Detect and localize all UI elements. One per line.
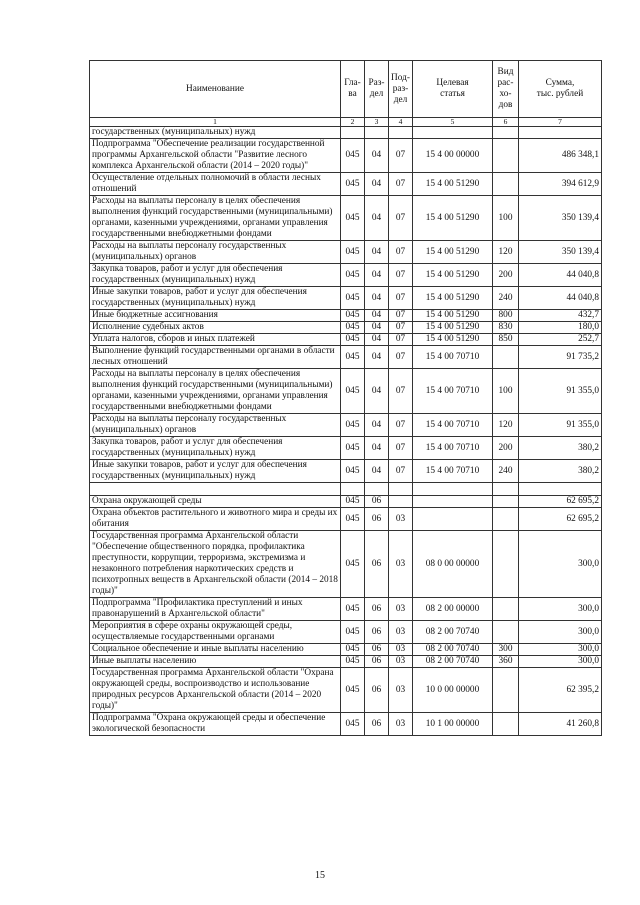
row-name: Расходы на выплаты персоналу в целях обеспечения выполнения функций государственными (муниципальными) органами, казенными учреждениями, органами управления государственными внебюджетными фондами <box>90 196 341 241</box>
row-statya <box>413 483 493 496</box>
table-row <box>90 496 602 508</box>
row-podrazdel: 07 <box>389 346 413 369</box>
row-name: Социальное обеспечение и иные выплаты населению <box>90 644 341 656</box>
row-glava: 045 <box>341 656 365 668</box>
row-glava: 045 <box>341 414 365 437</box>
table-row <box>90 668 602 713</box>
row-podrazdel: 03 <box>389 598 413 621</box>
column-number: 2 <box>341 118 365 127</box>
row-vid: 300 <box>493 644 519 656</box>
row-statya: 15 4 00 51290 <box>413 264 493 287</box>
row-summa: 62 695,2 <box>519 508 602 531</box>
row-glava: 045 <box>341 598 365 621</box>
row-summa: 350 139,4 <box>519 196 602 241</box>
row-razdel <box>365 127 389 139</box>
row-razdel: 06 <box>365 508 389 531</box>
row-name: Подпрограмма "Охрана окружающей среды и обеспечение экологической безопасности <box>90 713 341 736</box>
row-vid: 100 <box>493 196 519 241</box>
row-glava: 045 <box>341 460 365 483</box>
row-razdel: 04 <box>365 437 389 460</box>
row-glava <box>341 483 365 496</box>
row-name: Иные бюджетные ассигнования <box>90 310 341 322</box>
table-row <box>90 713 602 736</box>
row-summa: 486 348,1 <box>519 139 602 173</box>
row-summa: 300,0 <box>519 644 602 656</box>
row-razdel: 04 <box>365 241 389 264</box>
table-row <box>90 241 602 264</box>
row-summa <box>519 483 602 496</box>
row-vid: 360 <box>493 656 519 668</box>
column-number: 1 <box>90 118 341 127</box>
row-name: Охрана объектов растительного и животного мира и среды их обитания <box>90 508 341 531</box>
row-statya: 15 4 00 70710 <box>413 460 493 483</box>
row-vid <box>493 139 519 173</box>
row-glava: 045 <box>341 264 365 287</box>
row-name: Выполнение функций государственными органами в области лесных отношений <box>90 346 341 369</box>
row-name: Расходы на выплаты персоналу государственных (муниципальных) органов <box>90 414 341 437</box>
row-vid: 830 <box>493 322 519 334</box>
column-number-row <box>90 118 602 127</box>
row-podrazdel: 07 <box>389 322 413 334</box>
table-row <box>90 621 602 644</box>
row-podrazdel: 07 <box>389 287 413 310</box>
row-razdel: 04 <box>365 322 389 334</box>
row-glava: 045 <box>341 310 365 322</box>
row-vid <box>493 346 519 369</box>
row-podrazdel: 03 <box>389 508 413 531</box>
row-summa: 44 040,8 <box>519 264 602 287</box>
table-row <box>90 287 602 310</box>
row-vid <box>493 483 519 496</box>
row-summa: 394 612,9 <box>519 173 602 196</box>
table-row <box>90 322 602 334</box>
row-podrazdel: 03 <box>389 621 413 644</box>
header-name: Наименование <box>90 61 341 118</box>
table-row <box>90 437 602 460</box>
table-row <box>90 483 602 496</box>
row-vid <box>493 531 519 598</box>
row-razdel: 06 <box>365 531 389 598</box>
table-row <box>90 531 602 598</box>
header-podrazdel: Под- раз- дел <box>389 61 413 118</box>
row-summa: 44 040,8 <box>519 287 602 310</box>
row-summa: 380,2 <box>519 460 602 483</box>
row-statya: 15 4 00 51290 <box>413 322 493 334</box>
row-glava <box>341 127 365 139</box>
row-summa: 300,0 <box>519 598 602 621</box>
row-podrazdel: 03 <box>389 713 413 736</box>
table-row <box>90 460 602 483</box>
row-statya: 15 4 00 51290 <box>413 287 493 310</box>
row-podrazdel: 07 <box>389 369 413 414</box>
row-razdel: 04 <box>365 173 389 196</box>
row-name: Уплата налогов, сборов и иных платежей <box>90 334 341 346</box>
row-name: Расходы на выплаты персоналу в целях обеспечения выполнения функций государственными (муниципальными) органами, казенными учреждениями, органами управления государственными внебюджетными фондами <box>90 369 341 414</box>
row-podrazdel: 03 <box>389 668 413 713</box>
table-row <box>90 414 602 437</box>
row-podrazdel: 07 <box>389 334 413 346</box>
row-podrazdel: 07 <box>389 241 413 264</box>
row-podrazdel: 07 <box>389 139 413 173</box>
row-statya <box>413 496 493 508</box>
row-name: Мероприятия в сфере охраны окружающей среды, осуществляемые государственными органами <box>90 621 341 644</box>
row-name: Охрана окружающей среды <box>90 496 341 508</box>
table-row <box>90 334 602 346</box>
table-row <box>90 369 602 414</box>
row-glava: 045 <box>341 196 365 241</box>
row-razdel: 04 <box>365 334 389 346</box>
row-glava: 045 <box>341 334 365 346</box>
row-summa: 300,0 <box>519 531 602 598</box>
row-statya <box>413 127 493 139</box>
table-row <box>90 139 602 173</box>
row-name: Иные закупки товаров, работ и услуг для обеспечения государственных (муниципальных) нужд <box>90 460 341 483</box>
row-razdel: 04 <box>365 264 389 287</box>
row-podrazdel <box>389 483 413 496</box>
table-body <box>90 127 602 736</box>
row-podrazdel: 03 <box>389 644 413 656</box>
row-glava: 045 <box>341 621 365 644</box>
row-statya: 08 2 00 70740 <box>413 644 493 656</box>
row-name: государственных (муниципальных) нужд <box>90 127 341 139</box>
row-summa: 62 695,2 <box>519 496 602 508</box>
row-statya: 15 4 00 51290 <box>413 334 493 346</box>
row-podrazdel: 07 <box>389 437 413 460</box>
row-glava: 045 <box>341 287 365 310</box>
table-row <box>90 598 602 621</box>
row-glava: 045 <box>341 713 365 736</box>
row-name: Подпрограмма "Обеспечение реализации государственной программы Архангельской области "Развитие лесного комплекса Архангельской области (2014 – 2020 годы)" <box>90 139 341 173</box>
table-row <box>90 127 602 139</box>
row-vid: 200 <box>493 264 519 287</box>
row-name: Осуществление отдельных полномочий в области лесных отношений <box>90 173 341 196</box>
row-glava: 045 <box>341 508 365 531</box>
row-vid <box>493 127 519 139</box>
row-statya: 15 4 00 51290 <box>413 241 493 264</box>
row-statya: 08 0 00 00000 <box>413 531 493 598</box>
row-statya: 08 2 00 00000 <box>413 598 493 621</box>
row-razdel: 04 <box>365 346 389 369</box>
row-vid <box>493 508 519 531</box>
row-statya: 08 2 00 70740 <box>413 656 493 668</box>
row-glava: 045 <box>341 496 365 508</box>
row-vid: 800 <box>493 310 519 322</box>
column-number: 4 <box>389 118 413 127</box>
column-number: 6 <box>493 118 519 127</box>
row-razdel: 06 <box>365 621 389 644</box>
row-vid: 200 <box>493 437 519 460</box>
row-statya: 15 4 00 70710 <box>413 369 493 414</box>
row-razdel: 06 <box>365 644 389 656</box>
row-name: Закупка товаров, работ и услуг для обеспечения государственных (муниципальных) нужд <box>90 437 341 460</box>
row-razdel: 04 <box>365 369 389 414</box>
row-glava: 045 <box>341 531 365 598</box>
row-razdel: 06 <box>365 668 389 713</box>
row-podrazdel: 03 <box>389 531 413 598</box>
row-summa: 91 355,0 <box>519 414 602 437</box>
row-name: Государственная программа Архангельской области "Обеспечение общественного порядка, профилактика преступности, коррупции, терроризма, экстремизма и незаконного потребления наркотических средств и психотропных веществ в Архангельской области (2014 – 2018 годы)" <box>90 531 341 598</box>
row-glava: 045 <box>341 668 365 713</box>
row-summa <box>519 127 602 139</box>
budget-table <box>89 60 602 736</box>
row-statya: 08 2 00 70740 <box>413 621 493 644</box>
row-name <box>90 483 341 496</box>
row-summa: 300,0 <box>519 656 602 668</box>
row-razdel <box>365 483 389 496</box>
row-summa: 432,7 <box>519 310 602 322</box>
row-statya: 10 1 00 00000 <box>413 713 493 736</box>
row-podrazdel: 07 <box>389 264 413 287</box>
row-summa: 300,0 <box>519 621 602 644</box>
row-vid <box>493 713 519 736</box>
row-summa: 252,7 <box>519 334 602 346</box>
header-row <box>90 61 602 118</box>
row-podrazdel: 07 <box>389 460 413 483</box>
table-row <box>90 644 602 656</box>
row-vid: 850 <box>493 334 519 346</box>
row-statya: 15 4 00 70710 <box>413 437 493 460</box>
row-razdel: 04 <box>365 139 389 173</box>
row-summa: 62 395,2 <box>519 668 602 713</box>
table-row <box>90 656 602 668</box>
header-vid: Вид рас- хо- дов <box>493 61 519 118</box>
row-vid <box>493 668 519 713</box>
row-glava: 045 <box>341 346 365 369</box>
row-statya: 15 4 00 51290 <box>413 196 493 241</box>
row-glava: 045 <box>341 173 365 196</box>
header-statya: Целевая статья <box>413 61 493 118</box>
row-statya: 10 0 00 00000 <box>413 668 493 713</box>
header-razdel: Раз- дел <box>365 61 389 118</box>
row-name: Государственная программа Архангельской области "Охрана окружающей среды, воспроизводство и использование природных ресурсов Архангельской области (2014 – 2020 годы)" <box>90 668 341 713</box>
row-podrazdel: 03 <box>389 656 413 668</box>
row-name: Закупка товаров, работ и услуг для обеспечения государственных (муниципальных) нужд <box>90 264 341 287</box>
row-podrazdel: 07 <box>389 173 413 196</box>
row-glava: 045 <box>341 369 365 414</box>
row-name: Подпрограмма "Профилактика преступлений и иных правонарушений в Архангельской области" <box>90 598 341 621</box>
table-row <box>90 310 602 322</box>
row-summa: 91 735,2 <box>519 346 602 369</box>
row-glava: 045 <box>341 139 365 173</box>
table-row <box>90 264 602 287</box>
row-razdel: 04 <box>365 287 389 310</box>
row-glava: 045 <box>341 241 365 264</box>
row-vid: 240 <box>493 460 519 483</box>
row-statya: 15 4 00 00000 <box>413 139 493 173</box>
row-summa: 180,0 <box>519 322 602 334</box>
column-number: 3 <box>365 118 389 127</box>
row-statya: 15 4 00 51290 <box>413 310 493 322</box>
table-row <box>90 508 602 531</box>
header-glava: Гла- ва <box>341 61 365 118</box>
row-vid <box>493 173 519 196</box>
table-row <box>90 346 602 369</box>
row-razdel: 06 <box>365 656 389 668</box>
row-summa: 350 139,4 <box>519 241 602 264</box>
row-statya: 15 4 00 51290 <box>413 173 493 196</box>
row-summa: 41 260,8 <box>519 713 602 736</box>
row-podrazdel: 07 <box>389 414 413 437</box>
row-vid: 240 <box>493 287 519 310</box>
row-name: Иные выплаты населению <box>90 656 341 668</box>
row-razdel: 06 <box>365 496 389 508</box>
row-vid <box>493 598 519 621</box>
table-row <box>90 196 602 241</box>
row-statya: 15 4 00 70710 <box>413 346 493 369</box>
row-razdel: 04 <box>365 310 389 322</box>
row-vid: 100 <box>493 369 519 414</box>
header-summa: Сумма, тыс. рублей <box>519 61 602 118</box>
row-razdel: 06 <box>365 598 389 621</box>
row-podrazdel <box>389 127 413 139</box>
row-podrazdel: 07 <box>389 310 413 322</box>
row-statya <box>413 508 493 531</box>
row-glava: 045 <box>341 644 365 656</box>
row-podrazdel: 07 <box>389 196 413 241</box>
column-number: 7 <box>519 118 602 127</box>
row-vid: 120 <box>493 414 519 437</box>
row-glava: 045 <box>341 437 365 460</box>
row-vid <box>493 621 519 644</box>
page-number: 15 <box>315 870 325 881</box>
table-row <box>90 173 602 196</box>
row-razdel: 04 <box>365 414 389 437</box>
row-razdel: 06 <box>365 713 389 736</box>
row-name: Расходы на выплаты персоналу государственных (муниципальных) органов <box>90 241 341 264</box>
row-vid <box>493 496 519 508</box>
row-summa: 91 355,0 <box>519 369 602 414</box>
row-name: Исполнение судебных актов <box>90 322 341 334</box>
column-number: 5 <box>413 118 493 127</box>
row-razdel: 04 <box>365 196 389 241</box>
row-summa: 380,2 <box>519 437 602 460</box>
row-glava: 045 <box>341 322 365 334</box>
row-statya: 15 4 00 70710 <box>413 414 493 437</box>
row-name: Иные закупки товаров, работ и услуг для обеспечения государственных (муниципальных) нужд <box>90 287 341 310</box>
row-razdel: 04 <box>365 460 389 483</box>
row-podrazdel <box>389 496 413 508</box>
row-vid: 120 <box>493 241 519 264</box>
